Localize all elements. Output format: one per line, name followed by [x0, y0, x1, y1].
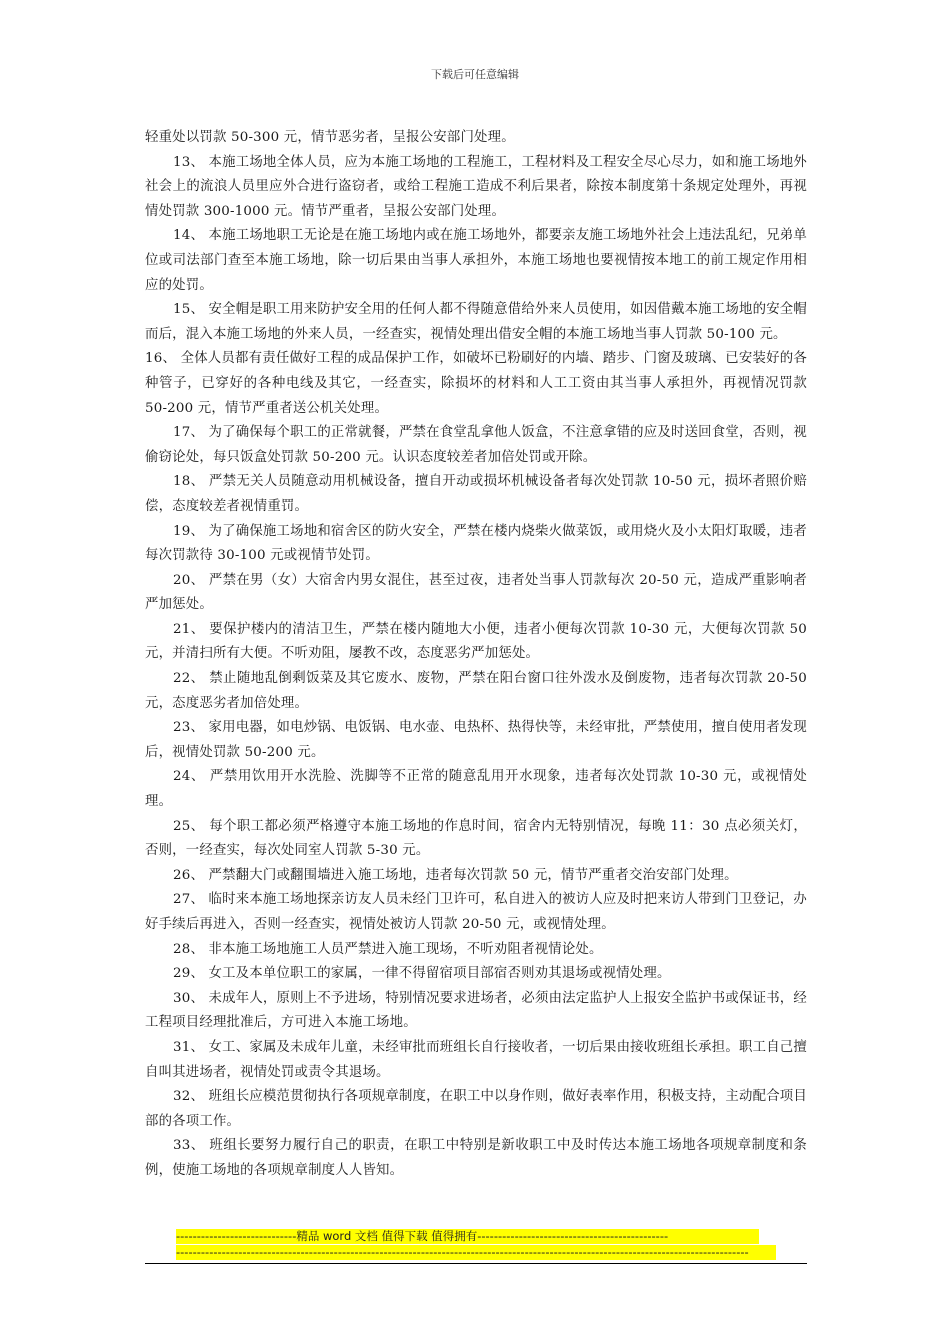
rule-paragraph: 轻重处以罚款 50-300 元，情节恶劣者，呈报公安部门处理。 [145, 130, 515, 145]
rule-paragraph: 29、 女工及本单位职工的家属，一律不得留宿项目部宿否则劝其退场或视情处理。 [173, 966, 671, 982]
rule-paragraph: 33、 班组长要努力履行自己的职责，在职工中特别是新收职工中及时传达本施工场地各项规章制度和条例，使施工场地的各项规章制度人人皆知。 [145, 1138, 807, 1178]
footer-dash-line: ------------------------------------------------------------------------------------------------------------------------------------------ [176, 1245, 776, 1260]
rule-paragraph: 14、 本施工场地职工无论是在施工场地内或在施工场地外，都要亲友施工场地外社会上违法乱纪，兄弟单位或司法部门查至本施工场地，除一切后果由当事人承担外，本施工场地也要视情按本地工的前工规定作用相应的处罚。 [145, 228, 807, 293]
footer-banner: -----------------------------精品 word 文档 值得下载 值得拥有---------------------------------------------- [176, 1229, 759, 1244]
rule-paragraph: 32、 班组长应模范贯彻执行各项规章制度，在职工中以身作则，做好表率作用，积极支持，主动配合项目部的各项工作。 [145, 1089, 807, 1129]
rule-paragraph: 26、 严禁翻大门或翻围墙进入施工场地，违者每次罚款 50 元，情节严重者交治安部门处理。 [173, 867, 738, 883]
rule-paragraph: 30、 未成年人，原则上不予进场，特别情况要求进场者，必须由法定监护人上报安全监护书或保证书，经工程项目经理批准后，方可进入本施工场地。 [145, 990, 807, 1031]
rule-paragraph: 22、 禁止随地乱倒剩饭菜及其它废水、废物，严禁在阳台窗口往外泼水及倒废物，违者每次罚款 20-50 元，态度恶劣者加倍处理。 [145, 671, 807, 711]
page-header: 下载后可任意编辑 [431, 68, 519, 81]
rule-paragraph: 15、 安全帽是职工用来防护安全用的任何人都不得随意借给外来人员使用，如因借戴本施工场地的安全帽而后，混入本施工场地的外来人员，一经查实，视情处理出借安全帽的本施工场地当事人罚款 50-100 元。 [145, 302, 807, 342]
rule-paragraph: 13、 本施工场地全体人员，应为本施工场地的工程施工，工程材料及工程安全尽心尽力，如和施工场地外社会上的流浪人员里应外合进行盗窃者，或给工程施工造成不利后果者，除按本制度第十条规定处理外，再视情处罚款 300-1000 元。情节严重者，呈报公安部门处理。 [145, 154, 807, 219]
rule-paragraph: 24、 严禁用饮用开水洗脸、洗脚等不正常的随意乱用开水现象，违者每次处罚款 10-30 元，或视情处理。 [145, 769, 807, 810]
rule-paragraph: 27、 临时来本施工场地探亲访友人员未经门卫许可，私自进入的被访人应及时把来访人带到门卫登记，办好手续后再进入，否则一经查实，视情处被访人罚款 20-50 元，或视情处理。 [145, 892, 807, 932]
rule-paragraph: 21、 要保护楼内的清洁卫生，严禁在楼内随地大小便，违者小便每次罚款 10-30 元，大便每次罚款 50 元，并清扫所有大便。不听劝阻，屡教不改，态度恶劣严加惩处。 [145, 621, 807, 662]
rule-paragraph: 18、 严禁无关人员随意动用机械设备，擅自开动或损坏机械设备者每次处罚款 10-50 元，损坏者照价赔偿，态度较差者视情重罚。 [145, 474, 807, 514]
rule-paragraph: 28、 非本施工场地施工人员严禁进入施工现场，不听劝阻者视情论处。 [173, 941, 603, 957]
page-footer [145, 1229, 807, 1264]
rule-paragraph: 23、 家用电器，如电炒锅、电饭锅、电水壶、电热杯、热得快等，未经审批，严禁使用，擅自使用者发现后，视情处罚款 50-200 元。 [145, 720, 807, 760]
rule-paragraph: 31、 女工、家属及未成年儿童，未经审批而班组长自行接收者，一切后果由接收班组长承担。职工自己擅自叫其进场者，视情处罚或责令其退场。 [145, 1039, 807, 1080]
rule-paragraph: 17、 为了确保每个职工的正常就餐，严禁在食堂乱拿他人饭盒，不注意拿错的应及时送回食堂，否则，视偷窃论处，每只饭盒处罚款 50-200 元。认识态度较差者加倍处罚或开除。 [145, 425, 807, 465]
rule-paragraph: 25、 每个职工都必须严格遵守本施工场地的作息时间，宿舍内无特别情况，每晚 11：30 点必须关灯，否则，一经查实，每次处同室人罚款 5-30 元。 [145, 818, 807, 859]
document-body [145, 126, 807, 1184]
footer-rule [145, 1263, 807, 1264]
rule-paragraph: 20、 严禁在男（女）大宿舍内男女混住，甚至过夜，违者处当事人罚款每次 20-50 元，造成严重影响者严加惩处。 [145, 572, 807, 613]
rule-paragraph: 19、 为了确保施工场地和宿舍区的防火安全，严禁在楼内烧柴火做菜饭，或用烧火及小太阳灯取暖，违者每次罚款待 30-100 元或视情节处罚。 [145, 523, 807, 564]
rule-paragraph: 16、 全体人员都有责任做好工程的成品保护工作，如破坏已粉刷好的内墙、踏步、门窗及玻璃、已安装好的各种管子，已穿好的各种电线及其它，一经查实，除损坏的材料和人工工资由其当事人承担外，再视情况罚款 50-200 元，情节严重者送公机关处理。 [145, 351, 807, 416]
